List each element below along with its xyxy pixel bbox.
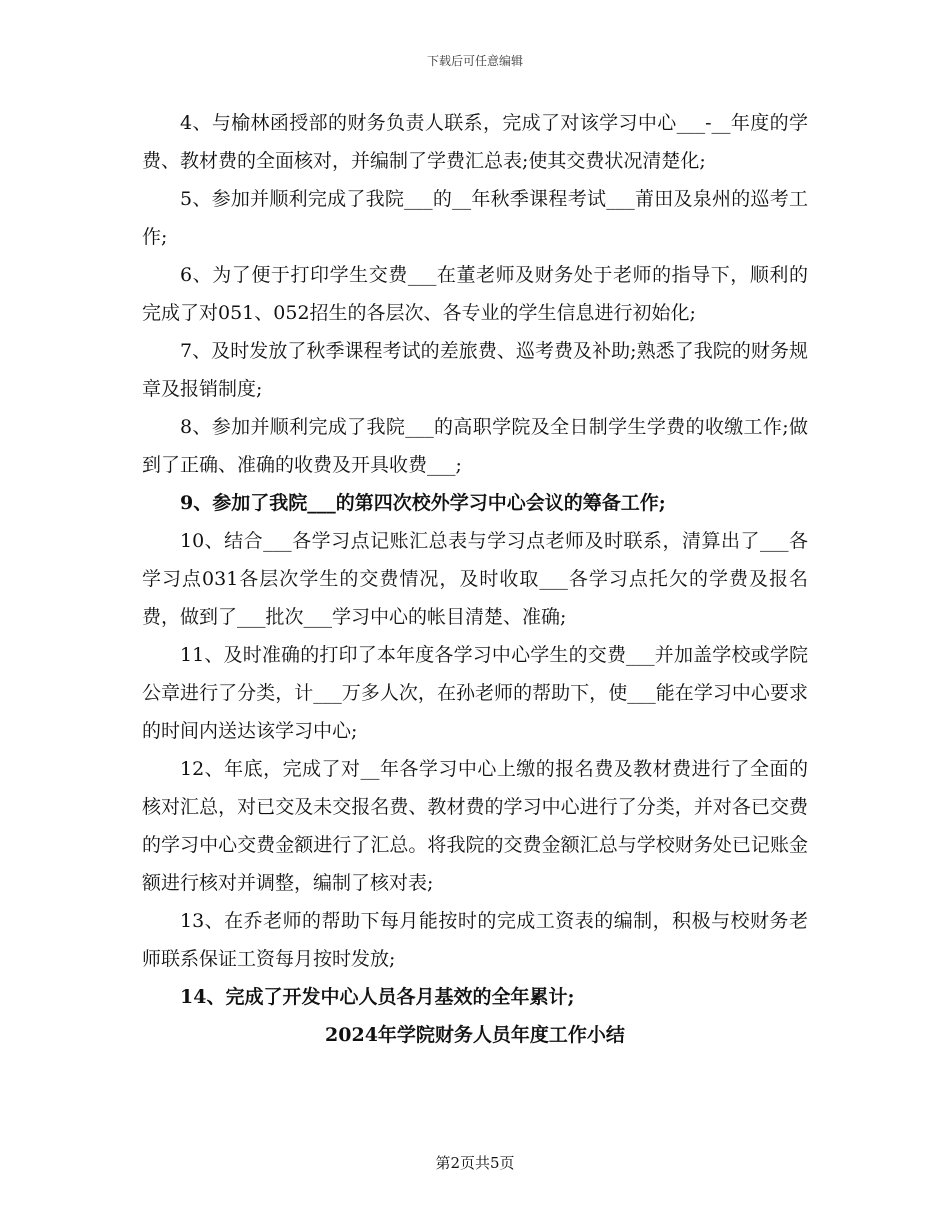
document-title: 2024年学院财务人员年度工作小结 bbox=[325, 1024, 625, 1046]
page-header: 下载后可任意编辑 bbox=[426, 54, 523, 68]
page-number: 第2页共5页 bbox=[435, 1154, 515, 1172]
paragraph-item-5: 5、参加并顺利完成了我院___的__年秋季课程考试___莆田及泉州的巡考工作; bbox=[142, 188, 808, 248]
paragraph-item-11: 11、及时准确的打印了本年度各学习中心学生的交费___并加盖学校或学院公章进行了分类，计___万多人次，在孙老师的帮助下，使___能在学习中心要求的时间内送达该学习中心; bbox=[142, 644, 808, 742]
paragraph-item-6: 6、为了便于打印学生交费___在董老师及财务处于老师的指导下，顺利的完成了对051、052招生的各层次、各专业的学生信息进行初始化; bbox=[142, 264, 808, 324]
paragraph-item-13: 13、在乔老师的帮助下每月能按时的完成工资表的编制，积极与校财务老师联系保证工资每月按时发放; bbox=[142, 910, 808, 970]
paragraph-item-12: 12、年底，完成了对__年各学习中心上缴的报名费及教材费进行了全面的核对汇总，对已交及未交报名费、教材费的学习中心进行了分类，并对各已交费的学习中心交费金额进行了汇总。将我院的交费金额汇总与学校财务处已记账金额进行核对并调整，编制了核对表; bbox=[142, 758, 808, 894]
paragraph-item-10: 10、结合___各学习点记账汇总表与学习点老师及时联系，清算出了___各学习点031各层次学生的交费情况，及时收取___各学习点托欠的学费及报名费，做到了___批次___学习中心的帐目清楚、准确; bbox=[142, 530, 808, 628]
paragraph-item-8: 8、参加并顺利完成了我院___的高职学院及全日制学生学费的收缴工作;做到了正确、准确的收费及开具收费___; bbox=[142, 416, 808, 476]
paragraph-item-4: 4、与榆林函授部的财务负责人联系，完成了对该学习中心___-__年度的学费、教材费的全面核对，并编制了学费汇总表;使其交费状况清楚化; bbox=[142, 112, 808, 172]
paragraph-item-7: 7、及时发放了秋季课程考试的差旅费、巡考费及补助;熟悉了我院的财务规章及报销制度; bbox=[142, 340, 808, 400]
paragraph-item-9: 9、参加了我院___的第四次校外学习中心会议的筹备工作; bbox=[180, 492, 666, 514]
document-body bbox=[142, 104, 808, 1054]
paragraph-item-14: 14、完成了开发中心人员各月基效的全年累计; bbox=[180, 986, 575, 1008]
